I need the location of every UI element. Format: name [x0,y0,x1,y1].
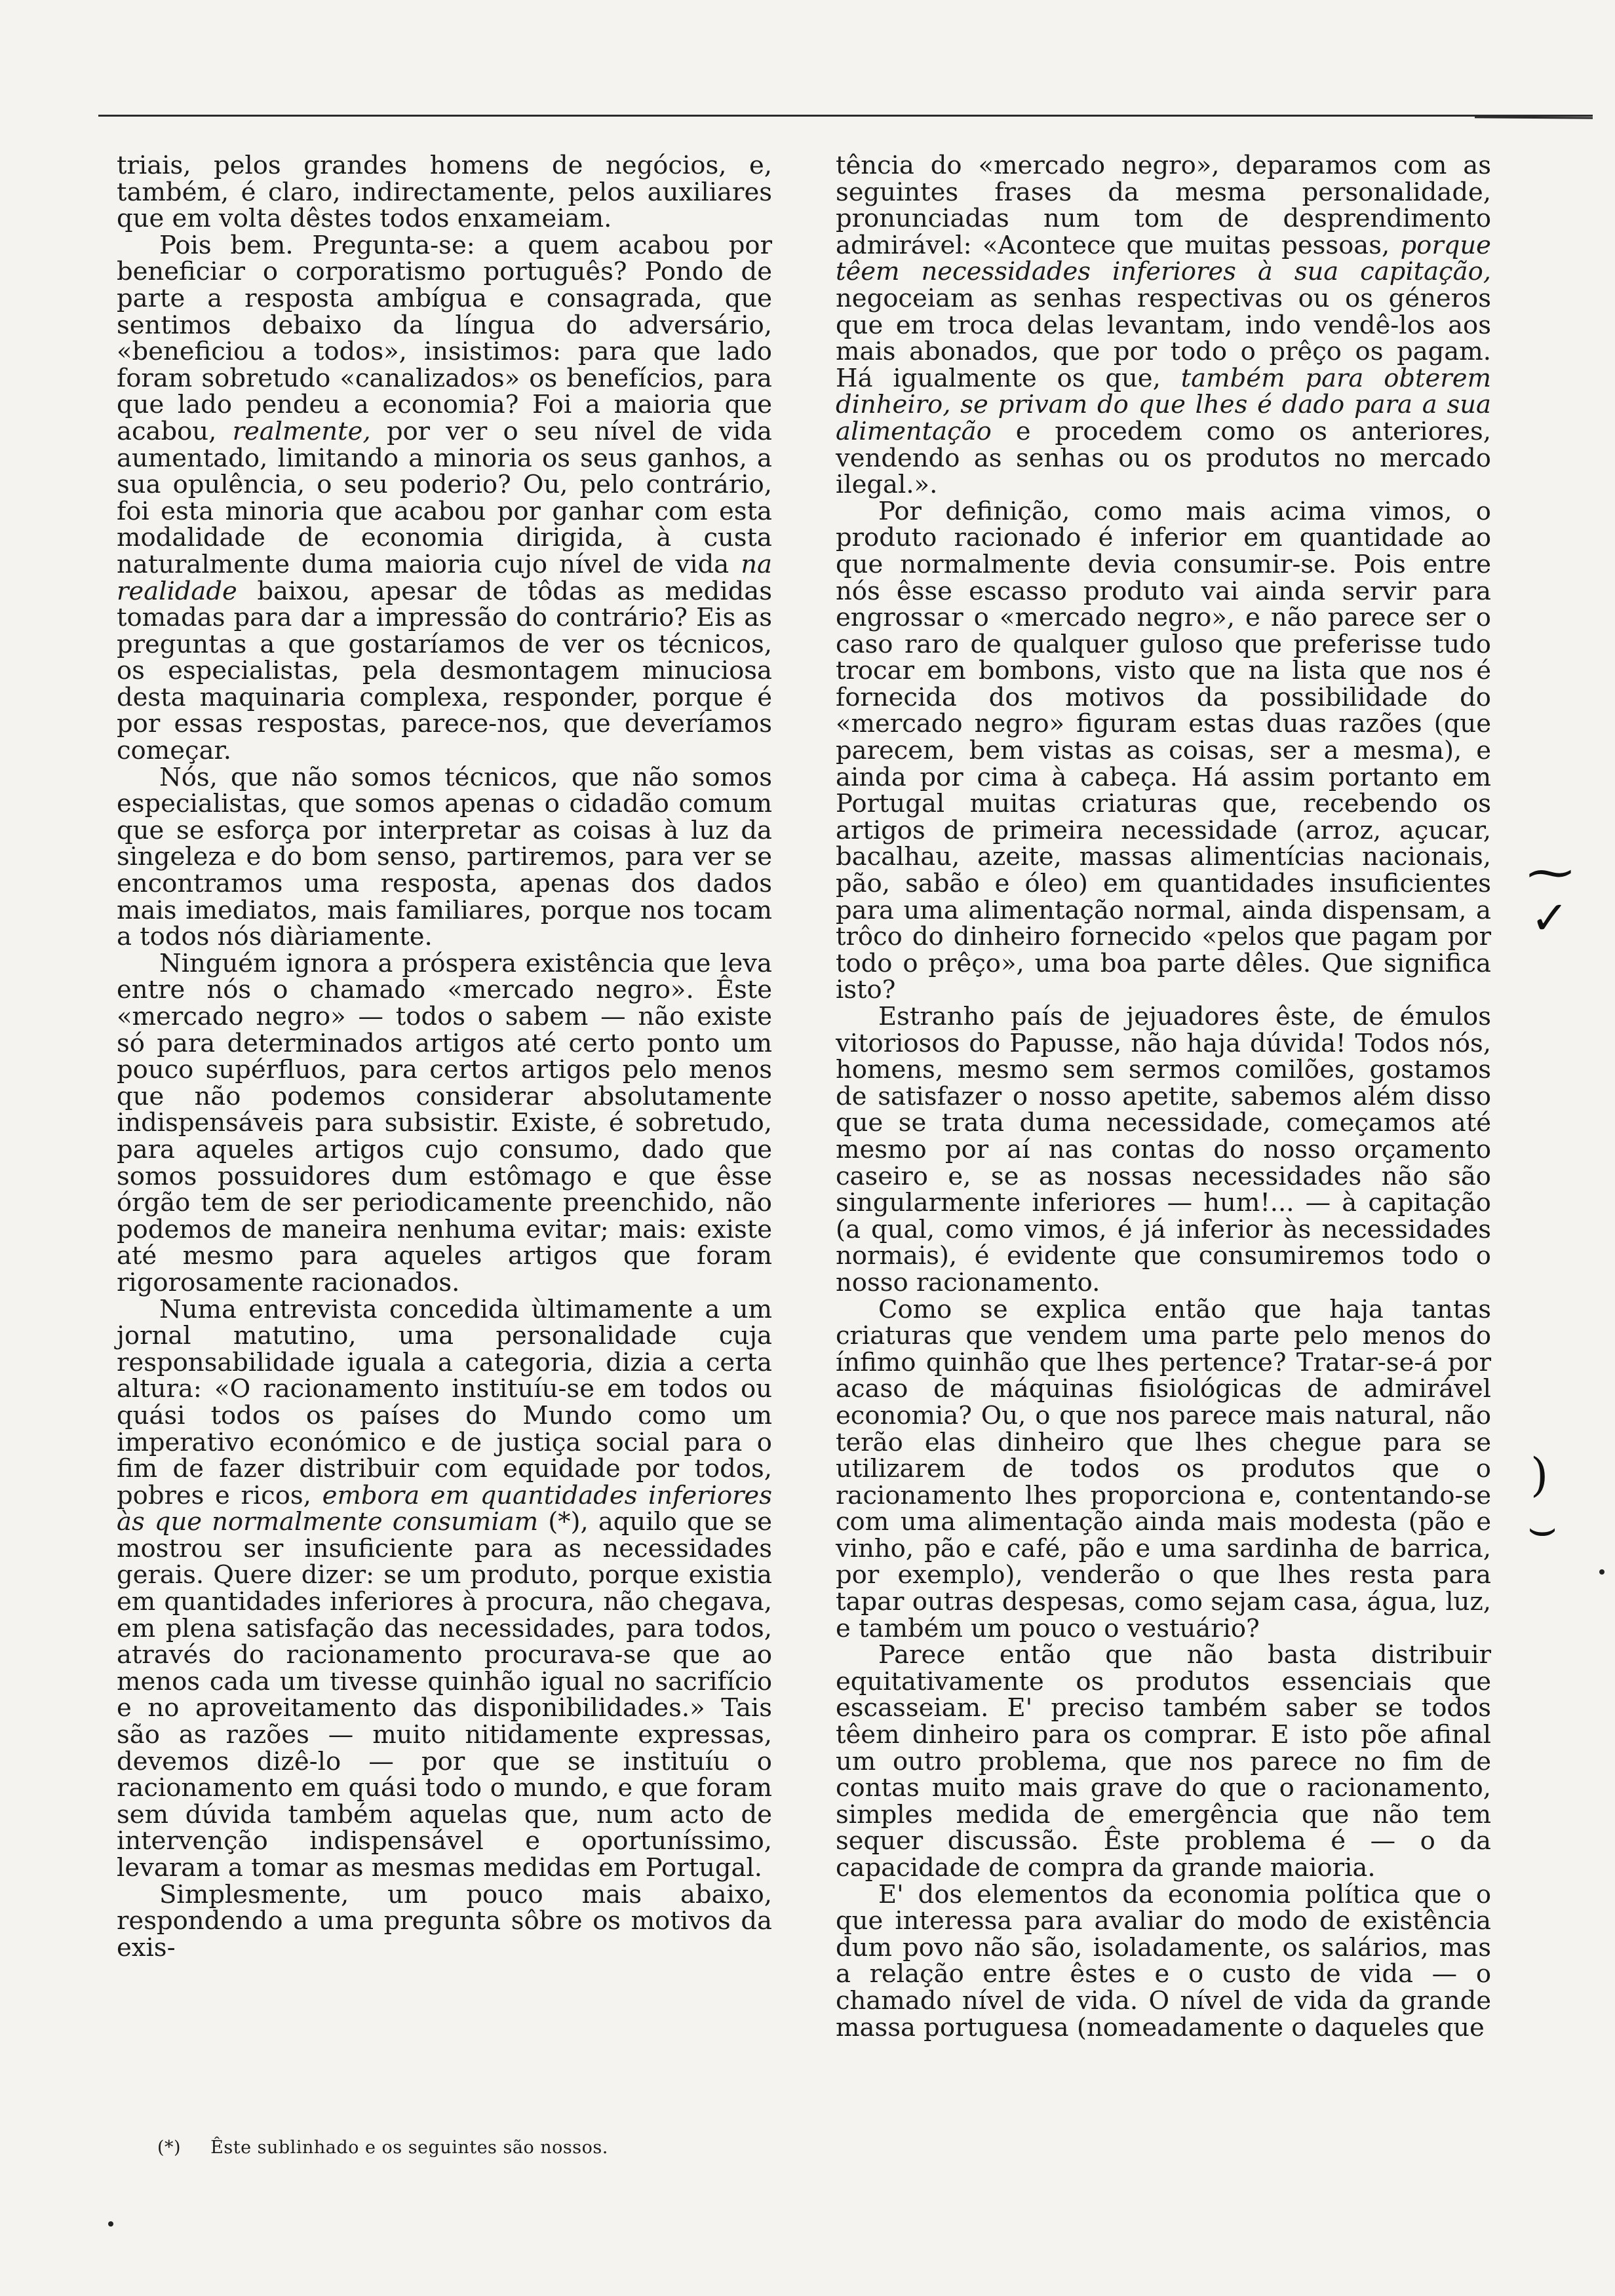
footnote-text: Êste sublinhado e os seguintes são nossos. [210,2137,608,2158]
footnote-mark: (*) [157,2137,182,2158]
margin-ink-mark-icon: ✓ [1530,891,1569,945]
right-paragraph-4: Como se explica então que haja tantas criaturas que vendem uma parte pelo menos do ínfimo quinhão que lhes pertence? Tratar-se-á por acaso de máquinas fisiológicas de admirável economia? Ou, o que nos parece mais natural, não terão elas dinheiro que lhes chegue para se utilizarem de todos os produtos que o racionamento lhes proporciona e, contentando-se com uma alimentação ainda mais modesta (pão e vinho, pão e café, pão e uma sardinha de barrica, por exemplo), venderão o que lhes resta para tapar outras despesas, como sejam casa, água, luz, e também um pouco o vestuário? [836,1294,1491,1643]
right-paragraph-2: Por definição, como mais acima vimos, o produto racionado é inferior em quantidade ao que normalmente devia consumir-se. Pois entre nós êsse escasso produto vai ainda servir para engrossar o «mercado negro», e não parece ser o caso raro de qualquer guloso que preferisse tudo trocar em bombons, visto que na lista que nos é fornecida dos motivos da possibilidade do «mercado negro» figuram estas duas razões (que parecem, bem vistas as coisas, ser a mesma), e ainda por cima à cabeça. Há assim portanto em Portugal muitas criaturas que, recebendo os artigos de primeira necessidade (arroz, açucar, bacalhau, azeite, massas alimentícias nacionais, pão, sabão e óleo) em quantidades insuficientes para uma alimentação normal, ainda dispensam, a trôco do dinheiro fornecido «pelos que pagam por todo o prêço», uma boa parte dêles. Que significa isto? [836,496,1491,1005]
left-paragraph-3: Nós, que não somos técnicos, que não somos especialistas, que somos apenas o cidadão comum que se esforça por interpretar as coisas à luz da singeleza e do bom senso, partiremos, para ver se encontramos uma resposta, apenas dos dados mais imediatos, mais familiares, porque nos tocam a todos nós diàriamente. [117,762,772,952]
left-column [117,153,772,1961]
header-rule-tail [1475,116,1593,119]
margin-ink-mark-icon: ) [1530,1448,1549,1502]
left-paragraph-2: Pois bem. Pregunta-se: a quem acabou por beneficiar o corporatismo português? Pondo de parte a resposta ambígua e consagrada, que sentimos debaixo da língua do adversário, «beneficiou a todos», insistimos: para que lado foram sobretudo «canalizados» os benefícios, para que lado pendeu a economia? Foi a maioria que acabou, realmente, por ver o seu nível de vida aumentado, limitando a minoria os seus ganhos, a sua opulência, o seu poderio? Ou, pelo contrário, foi esta minoria que acabou por ganhar com esta modalidade de economia dirigida, à custa naturalmente duma maioria cujo nível de vida na realidade baixou, apesar de tôdas as medidas tomadas para dar a impressão do contrário? Eis as preguntas a que gostaríamos de ver os técnicos, os especialistas, pela desmontagem minuciosa desta maquinaria complexa, responder, porque é por essas respostas, parece-nos, que deveríamos começar. [117,230,772,766]
left-paragraph-4: Ninguém ignora a próspera existência que leva entre nós o chamado «mercado negro». Êste «mercado negro» — todos o sabem — não existe só para determinados artigos até certo ponto um pouco supérfluos, para certos artigos pelo menos que não podemos considerar absolutamente indispensáveis para subsistir. Existe, é sobretudo, para aqueles artigos cujo consumo, dado que somos possuidores dum estômago e que êsse órgão tem de ser periodicamente preenchido, não podemos de maneira nenhuma evitar; mais: existe até mesmo para aqueles artigos que foram rigorosamente racionados. [117,948,772,1297]
header-rule [98,115,1593,117]
right-paragraph-5: Parece então que não basta distribuir equitativamente os produtos essenciais que escasseiam. E' preciso também saber se todos têem dinheiro para os comprar. E isto põe afinal um outro problema, que nos parece no fim de contas muito mais grave do que o racionamento, simples medida de emergência que não tem sequer discussão. Êste problema é — o da capacidade de compra da grande maioria. [836,1640,1491,1883]
left-paragraph-6: Simplesmente, um pouco mais abaixo, respondendo a uma pregunta sôbre os motivos da exis- [117,1879,772,1962]
left-paragraph-5: Numa entrevista concedida ùltimamente a um jornal matutino, uma personalidade cuja responsabilidade iguala a categoria, dizia a certa altura: «O racionamento instituíu-se em todos ou quási todos os países do Mundo como um imperativo económico e de justiça social para o fim de fazer distribuir com equidade por todos, pobres e ricos, embora em quantidades inferiores às que normalmente consumiam (*), aquilo que se mostrou ser insuficiente para as necessidades gerais. Quere dizer: se um produto, porque existia em quantidades inferiores à procura, não chegava, em plena satisfação das necessidades, para todos, através do racionamento procurava-se que ao menos cada um tivesse quinhão igual no sacrifício e no aproveitamento das disponibilidades.» Tais são as razões — muito nitidamente expressas, devemos dizê-lo — por que se instituíu o racionamento em quási todo o mundo, e que foram sem dúvida também aquelas que, num acto de intervenção indispensável e oportuníssimo, levaram a tomar as mesmas medidas em Portugal. [117,1294,772,1883]
right-paragraph-3: Estranho país de jejuadores êste, de émulos vitoriosos do Papusse, não haja dúvida! Todos nós, homens, mesmo sem sermos comilões, gostamos de satisfazer o nosso apetite, sabemos além disso que se trata duma necessidade, começamos até mesmo por aí nas contas do nosso orçamento caseiro e, se as nossas necessidades não são singularmente inferiores — hum!... — à capitação (a qual, como vimos, é já inferior às necessidades normais), é evidente que consumiremos todo o nosso racionamento. [836,1002,1491,1297]
ink-speck [108,2221,113,2227]
right-paragraph-6: E' dos elementos da economia política que o que interessa para avaliar do modo de existência dum povo não são, isoladamente, os salários, mas a relação entre êstes e o custo de vida — o chamado nível de vida. O nível de vida da grande massa portuguesa (nomeadamente o daqueles que [836,1879,1491,2042]
ink-speck [1599,1569,1605,1575]
margin-ink-mark-icon: ⌣ [1527,1501,1558,1554]
margin-ink-mark-icon: ⁓ [1527,845,1573,899]
footnote [157,2137,608,2158]
right-column [836,153,1491,2041]
right-paragraph-1: tência do «mercado negro», deparamos com as seguintes frases da mesma personalidade, pronunciadas num tom de desprendimento admirável: «Acontece que muitas pessoas, porque têem necessidades inferiores à sua capitação, negoceiam as senhas respectivas ou os géneros que em troca delas levantam, indo vendê-los aos mais abonados, que por todo o prêço os pagam. Há igualmente os que, também para obterem dinheiro, se privam do que lhes é dado para a sua alimentação e procedem como os anteriores, vendendo as senhas ou os produtos no mercado ilegal.». [836,151,1491,500]
left-paragraph-1: triais, pelos grandes homens de negócios, e, também, é claro, indirectamente, pelos auxiliares que em volta dêstes todos enxameiam. [117,151,772,234]
